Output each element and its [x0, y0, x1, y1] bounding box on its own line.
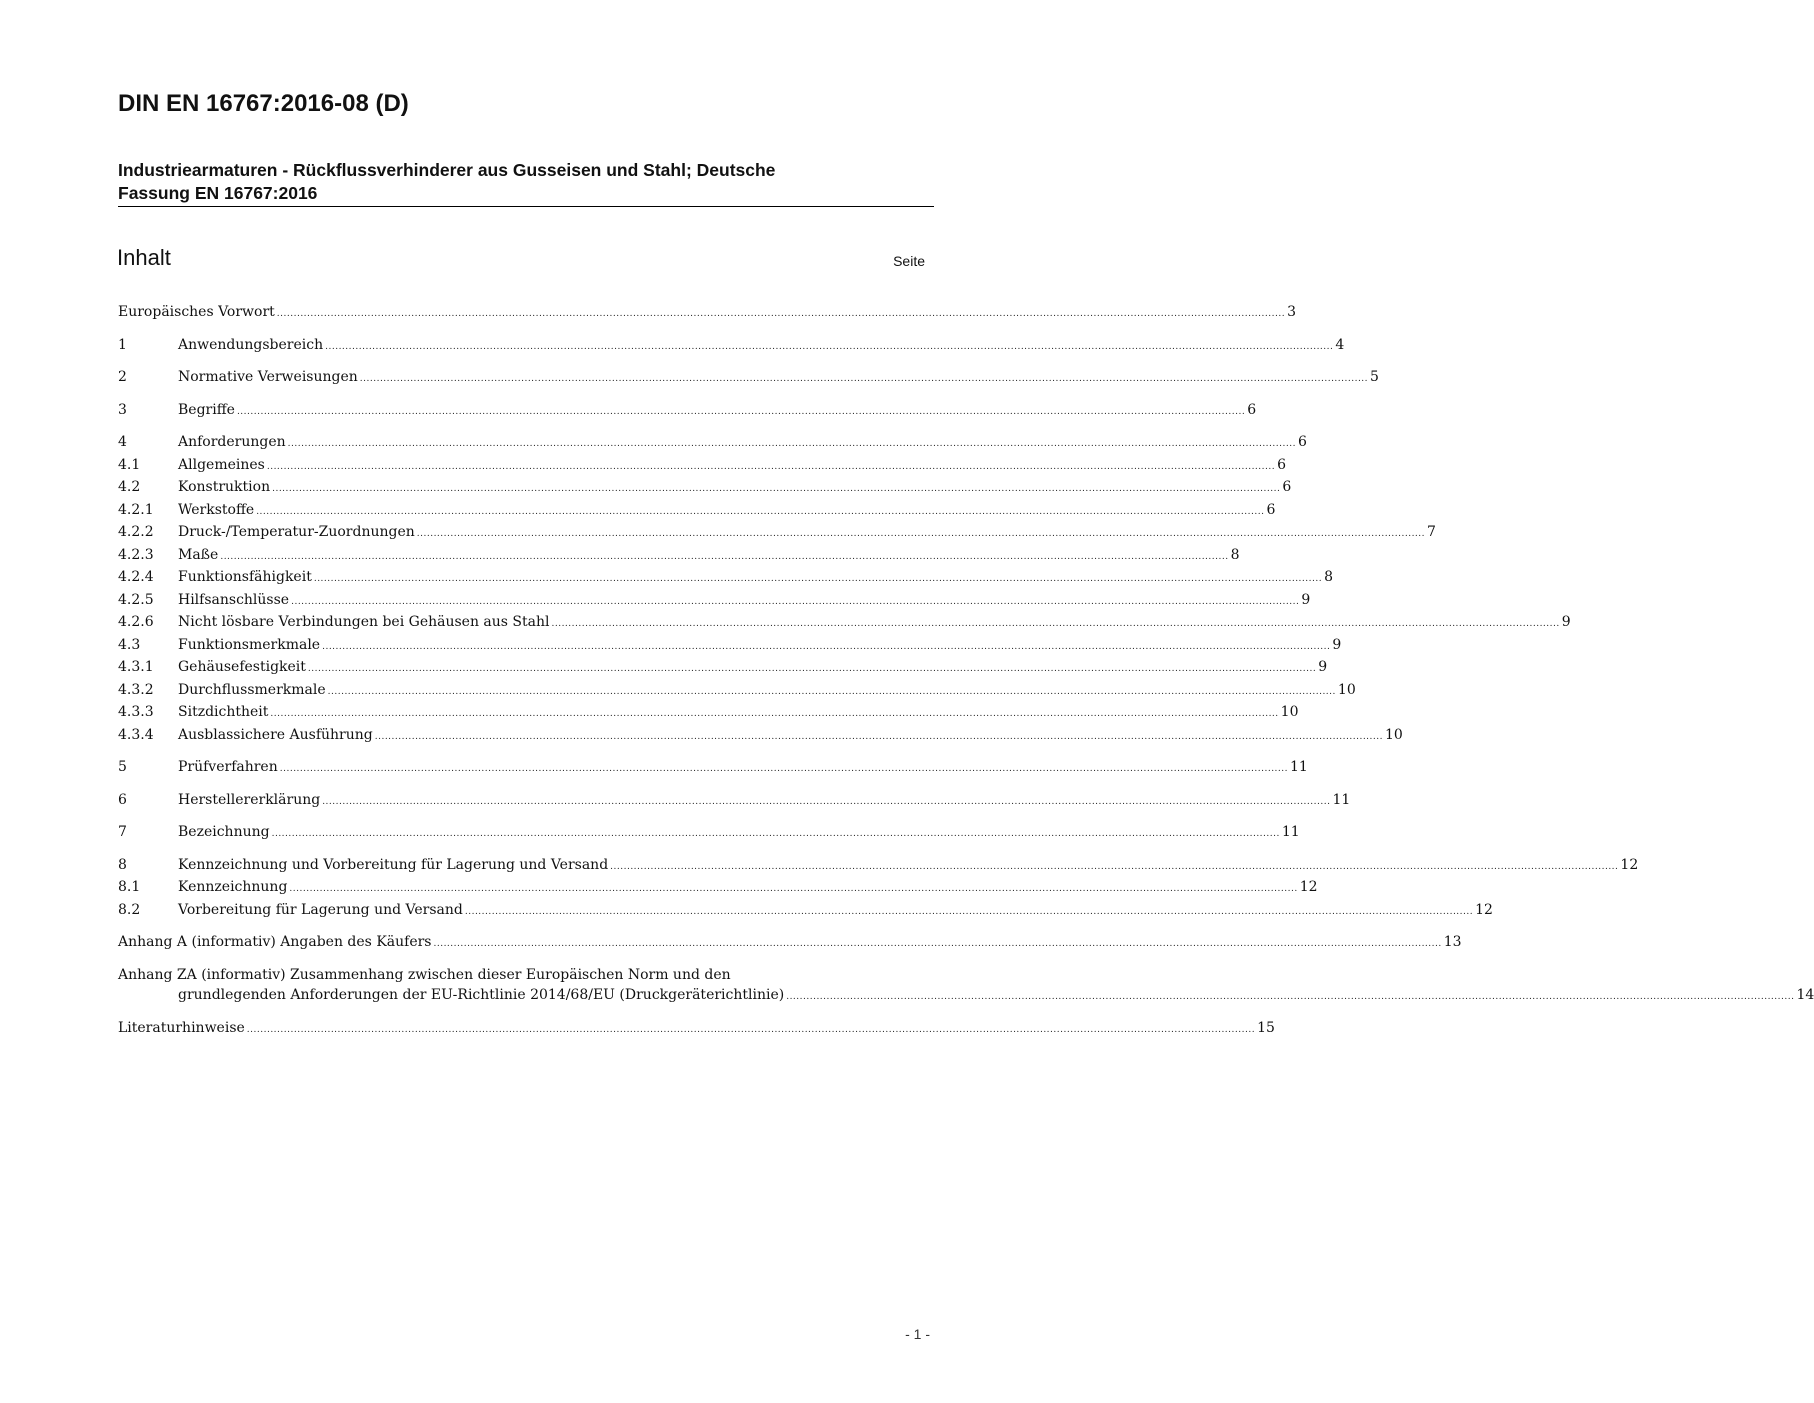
- toc-entry-page: 11: [1281, 824, 1300, 840]
- dot-leader: ............................................................................................................................................................................................................................................................................................................: [433, 939, 1442, 949]
- dot-leader: ............................................................................................................................................................................................................................................................................................................: [322, 796, 1331, 807]
- toc-entry-4-3-1[interactable]: [118, 657, 1328, 680]
- toc-entry-page: 6: [1266, 501, 1276, 518]
- toc-entry-page: 15: [1257, 1019, 1275, 1036]
- toc-entry-page: 10: [1337, 681, 1356, 698]
- toc-entry-page: 9: [1318, 659, 1328, 675]
- toc-entry-page: 5: [1370, 369, 1379, 385]
- toc-entry-page: 12: [1299, 879, 1318, 895]
- toc-entry-2[interactable]: [118, 367, 1379, 390]
- toc-entry-page: 7: [1427, 524, 1436, 540]
- toc-entry-4-2[interactable]: [118, 477, 1292, 500]
- dot-leader: ............................................................................................................................................................................................................................................................................................................: [279, 764, 1289, 774]
- toc-entry-4-2-5[interactable]: [118, 590, 1311, 613]
- toc-entry-number: 4.2.1: [118, 501, 154, 518]
- toc-entry-4-2-3[interactable]: [118, 545, 1240, 568]
- page-column-heading: Seite: [893, 253, 925, 269]
- toc-entry-page: 6: [1247, 401, 1257, 418]
- toc-entry-text: Europäisches Vorwort: [118, 304, 275, 320]
- toc-entry-number: 2: [118, 369, 127, 385]
- toc-entry-page: 9: [1301, 591, 1311, 608]
- dot-leader: ............................................................................................................................................................................................................................................................................................................: [291, 596, 1300, 607]
- dot-leader: ............................................................................................................................................................................................................................................................................................................: [464, 906, 1474, 917]
- toc-entry-page: 10: [1280, 704, 1299, 720]
- dot-leader: ............................................................................................................................................................................................................................................................................................................: [786, 992, 1795, 1002]
- toc-entry-continuation: [118, 985, 1814, 1008]
- toc-entry-4-3[interactable]: [118, 635, 1342, 658]
- toc-entry-page: 11: [1290, 759, 1308, 775]
- toc-entry-number: 4.2.5: [118, 591, 154, 608]
- toc-entry-text: Prüfverfahren: [178, 759, 278, 775]
- toc-entry-vorwort[interactable]: [118, 302, 1296, 325]
- toc-entry-text: Anwendungsbereich: [178, 336, 324, 353]
- toc-entry-page: 3: [1287, 304, 1296, 320]
- toc-entry-anhang-a[interactable]: [118, 932, 1462, 955]
- toc-entry-page: 9: [1332, 636, 1342, 653]
- toc-entry-4-2-6[interactable]: [118, 612, 1571, 635]
- toc-entry-number: 8.2: [118, 901, 141, 918]
- toc-entry-literatur[interactable]: [118, 1018, 1275, 1041]
- toc-entry-3[interactable]: [118, 400, 1257, 423]
- document-id: DIN EN 16767:2016-08 (D): [118, 90, 409, 117]
- toc-entry-text: Kennzeichnung: [178, 879, 288, 895]
- toc-entry-page: 8: [1230, 546, 1240, 563]
- toc-entry-text: Funktionsfähigkeit: [178, 569, 312, 585]
- dot-leader: ............................................................................................................................................................................................................................................................................................................: [359, 374, 1369, 384]
- toc-entry-number: 8.1: [118, 879, 141, 895]
- toc-entry-text: Hilfsanschlüsse: [178, 591, 290, 608]
- toc-entry-text: Gehäusefestigkeit: [178, 659, 306, 675]
- dot-leader: ............................................................................................................................................................................................................................................................................................................: [220, 551, 1229, 562]
- table-of-contents: [118, 302, 1814, 1040]
- dot-leader: ............................................................................................................................................................................................................................................................................................................: [289, 884, 1298, 894]
- toc-entry-number: 7: [118, 824, 127, 840]
- toc-entry-text: Vorbereitung für Lagerung und Versand: [178, 901, 463, 918]
- toc-entry-number: 5: [118, 759, 127, 775]
- title-line-2: Fassung EN 16767:2016: [118, 183, 318, 203]
- toc-entry-text: Allgemeines: [178, 456, 265, 473]
- title-divider: [118, 206, 934, 207]
- toc-entry-number: 4.2.3: [118, 546, 154, 563]
- toc-entry-text-line1: Anhang ZA (informativ) Zusammenhang zwischen dieser Europäischen Norm und den: [118, 966, 731, 983]
- toc-entry-text: Ausblassichere Ausführung: [178, 726, 373, 743]
- toc-entry-4-1[interactable]: [118, 455, 1287, 478]
- toc-entry-1[interactable]: [118, 335, 1345, 358]
- toc-entry-page: 11: [1332, 791, 1351, 808]
- toc-entry-number: 4.3.2: [118, 681, 154, 698]
- toc-entry-5[interactable]: [118, 757, 1308, 780]
- toc-entry-8-2[interactable]: [118, 900, 1493, 923]
- dot-leader: ............................................................................................................................................................................................................................................................................................................: [307, 664, 1317, 674]
- toc-entry-4-3-2[interactable]: [118, 680, 1356, 703]
- dot-leader: ............................................................................................................................................................................................................................................................................................................: [246, 1024, 1256, 1035]
- toc-entry-text: Druck-/Temperatur-Zuordnungen: [178, 524, 415, 540]
- toc-entry-number: 4.2.6: [118, 614, 154, 630]
- toc-entry-6[interactable]: [118, 790, 1351, 813]
- toc-entry-anhang-za[interactable]: [118, 965, 1814, 1008]
- toc-entry-page: 6: [1277, 456, 1287, 473]
- toc-entry-4-2-2[interactable]: [118, 522, 1436, 545]
- toc-entry-number: 4.3.1: [118, 659, 154, 675]
- toc-entry-page: 4: [1335, 336, 1345, 353]
- toc-entry-number: 4.2.4: [118, 569, 154, 585]
- toc-entry-text: Anhang A (informativ) Angaben des Käufers: [118, 934, 432, 950]
- toc-entry-7[interactable]: [118, 822, 1300, 845]
- toc-entry-number: 4.3.4: [118, 726, 154, 743]
- toc-entry-text: Literaturhinweise: [118, 1019, 245, 1036]
- toc-entry-text: Werkstoffe: [178, 501, 255, 518]
- toc-entry-page: 13: [1443, 934, 1462, 950]
- dot-leader: ............................................................................................................................................................................................................................................................................................................: [374, 731, 1383, 742]
- toc-entry-text-line2: grundlegenden Anforderungen der EU-Richtlinie 2014/68/EU (Druckgeräterichtlinie): [178, 987, 785, 1003]
- toc-entry-number: 1: [118, 336, 127, 353]
- toc-entry-page: 10: [1385, 726, 1403, 743]
- dot-leader: ............................................................................................................................................................................................................................................................................................................: [327, 686, 1336, 697]
- page-number: - 1 -: [905, 1326, 930, 1342]
- toc-entry-page: 9: [1561, 614, 1571, 630]
- contents-heading: Inhalt: [117, 245, 171, 270]
- toc-entry-number: 6: [118, 791, 127, 808]
- dot-leader: ............................................................................................................................................................................................................................................................................................................: [551, 619, 1560, 629]
- dot-leader: ............................................................................................................................................................................................................................................................................................................: [272, 484, 1281, 494]
- dot-leader: ............................................................................................................................................................................................................................................................................................................: [610, 861, 1619, 872]
- toc-entry-text: Anforderungen: [178, 434, 286, 450]
- toc-entry-text: Durchflussmerkmale: [178, 681, 326, 698]
- toc-entry-page: 14: [1796, 987, 1814, 1003]
- toc-entry-4[interactable]: [118, 432, 1307, 455]
- toc-entry-number: 4: [118, 434, 127, 450]
- toc-entry-text: Normative Verweisungen: [178, 369, 358, 385]
- dot-leader: ............................................................................................................................................................................................................................................................................................................: [256, 506, 1265, 517]
- dot-leader: ............................................................................................................................................................................................................................................................................................................: [322, 641, 1331, 652]
- document-title: [118, 159, 918, 205]
- toc-entry-text: Nicht lösbare Verbindungen bei Gehäusen aus Stahl: [178, 614, 550, 630]
- toc-entry-4-3-4[interactable]: [118, 725, 1403, 748]
- dot-leader: ............................................................................................................................................................................................................................................................................................................: [236, 406, 1246, 417]
- toc-entry-text: Herstellererklärung: [178, 791, 321, 808]
- toc-entry-text: Sitzdichtheit: [178, 704, 269, 720]
- toc-entry-4-2-1[interactable]: [118, 500, 1276, 523]
- toc-entry-text: Konstruktion: [178, 479, 271, 495]
- toc-entry-text: Funktionsmerkmale: [178, 636, 321, 653]
- toc-entry-text: Kennzeichnung und Vorbereitung für Lagerung und Versand: [178, 856, 609, 873]
- toc-entry-number: 4.2: [118, 479, 141, 495]
- toc-entry-number: 4.3.3: [118, 704, 154, 720]
- toc-entry-number: 3: [118, 401, 127, 418]
- toc-entry-page: 12: [1620, 856, 1639, 873]
- dot-leader: ............................................................................................................................................................................................................................................................................................................: [325, 341, 1334, 352]
- dot-leader: ............................................................................................................................................................................................................................................................................................................: [276, 309, 1286, 319]
- dot-leader: ............................................................................................................................................................................................................................................................................................................: [287, 439, 1296, 449]
- toc-entry-text: Bezeichnung: [178, 824, 270, 840]
- toc-entry-page: 8: [1324, 569, 1334, 585]
- toc-entry-8-1[interactable]: [118, 877, 1318, 900]
- toc-entry-number: 8: [118, 856, 127, 873]
- dot-leader: ............................................................................................................................................................................................................................................................................................................: [266, 461, 1276, 472]
- toc-entry-number: 4.1: [118, 456, 141, 473]
- toc-entry-8[interactable]: [118, 855, 1639, 878]
- toc-entry-text: Maße: [178, 546, 219, 563]
- dot-leader: ............................................................................................................................................................................................................................................................................................................: [270, 709, 1279, 719]
- toc-entry-page: 6: [1282, 479, 1292, 495]
- dot-leader: ............................................................................................................................................................................................................................................................................................................: [271, 829, 1280, 839]
- toc-entry-4-3-3[interactable]: [118, 702, 1299, 725]
- dot-leader: ............................................................................................................................................................................................................................................................................................................: [313, 574, 1323, 584]
- toc-entry-page: 12: [1475, 901, 1493, 918]
- toc-entry-page: 6: [1297, 434, 1307, 450]
- toc-entry-number: 4.3: [118, 636, 141, 653]
- dot-leader: ............................................................................................................................................................................................................................................................................................................: [416, 529, 1426, 539]
- toc-entry-4-2-4[interactable]: [118, 567, 1334, 590]
- title-line-1: Industriearmaturen - Rückflussverhinderer aus Gusseisen und Stahl; Deutsche: [118, 160, 776, 180]
- toc-entry-number: 4.2.2: [118, 524, 154, 540]
- toc-entry-text: Begriffe: [178, 401, 235, 418]
